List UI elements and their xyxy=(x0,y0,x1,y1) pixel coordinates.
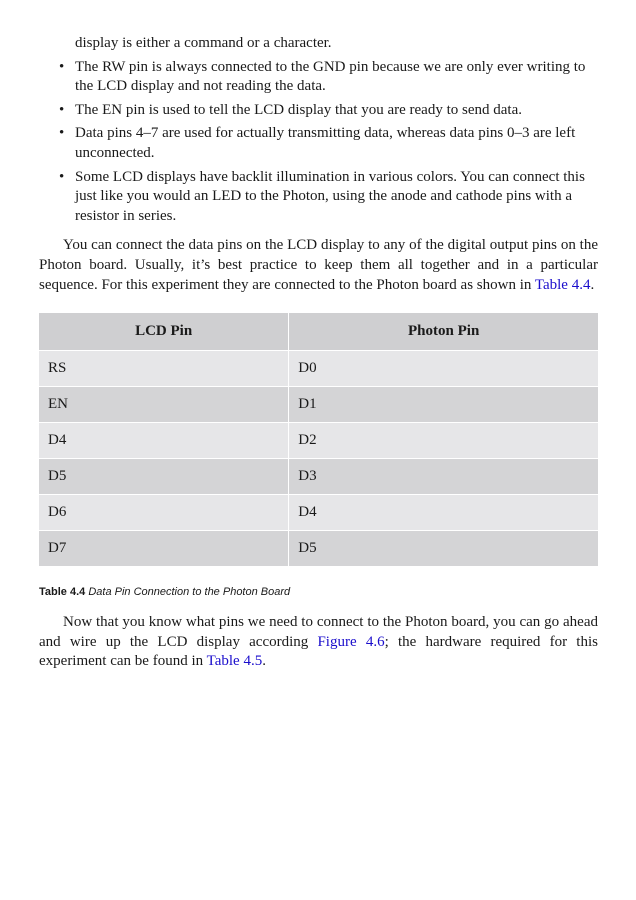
bullet-item xyxy=(39,124,598,163)
caption-label: Table 4.4 xyxy=(39,586,86,599)
table-row xyxy=(39,423,598,459)
intro-continuation: display is either a command or a character. xyxy=(75,35,332,51)
photon-pin-cell: D2 xyxy=(289,423,598,459)
bullet-item xyxy=(39,168,598,227)
paragraph-text: You can connect the data pins on the LCD display to any of the digital output pins on the Photon board. Usually, it’s best practice to keep them all together and in a particular sequence. For this experiment they are connected to the Photon board as shown in xyxy=(39,237,598,293)
column-header-photon-pin: Photon Pin xyxy=(289,313,598,351)
bullet-text: Some LCD displays have backlit illumination in various colors. You can connect this just like you would an LED to the Photon, using the anode and cathode pins with a resistor in series. xyxy=(75,168,585,224)
paragraph-text: Now that you know what pins we need to connect to the Photon board, you can go ahead and wire up the LCD display according xyxy=(39,614,598,650)
paragraph-text: ; the hardware required for this experiment can be found in xyxy=(39,633,598,670)
table-row xyxy=(39,531,598,567)
bullet-text: The RW pin is always connected to the GND pin because we are only ever writing to the LCD display and not reading the data. xyxy=(75,58,586,95)
table-4-5-link[interactable]: Table 4.5 xyxy=(206,653,263,670)
table-row xyxy=(39,495,598,531)
lcd-pin-cell: D7 xyxy=(39,531,289,567)
lcd-pin-cell: D4 xyxy=(39,423,289,459)
bullet-icon: • xyxy=(59,58,65,75)
table-caption xyxy=(39,585,598,599)
bullet-text: Data pins 4–7 are used for actually transmitting data, whereas data pins 0–3 are left unconnected. xyxy=(75,125,576,161)
table-row xyxy=(39,351,598,387)
bullet-icon: • xyxy=(59,168,65,185)
lcd-pin-cell: RS xyxy=(39,351,289,387)
bullet-list xyxy=(39,58,598,227)
table-header-row xyxy=(39,313,598,351)
lcd-pin-cell: EN xyxy=(39,387,289,423)
paragraph-end: . xyxy=(262,653,266,670)
table-4-4-link[interactable]: Table 4.4 xyxy=(534,276,591,293)
pin-connection-table xyxy=(39,313,598,567)
photon-pin-cell: D0 xyxy=(289,351,598,387)
lcd-pin-cell: D5 xyxy=(39,459,289,495)
bullet-item xyxy=(39,58,598,97)
paragraph-pin-connection xyxy=(39,236,598,295)
bullet-icon: • xyxy=(59,101,65,118)
photon-pin-cell: D1 xyxy=(289,387,598,423)
bullet-icon: • xyxy=(59,125,65,142)
paragraph-end: . xyxy=(590,276,595,293)
table-row xyxy=(39,387,598,423)
photon-pin-cell: D5 xyxy=(289,531,598,567)
caption-text: Data Pin Connection to the Photon Board xyxy=(88,586,291,599)
column-header-lcd-pin: LCD Pin xyxy=(39,313,289,351)
photon-pin-cell: D3 xyxy=(289,459,598,495)
bullet-text: The EN pin is used to tell the LCD display that you are ready to send data. xyxy=(75,101,522,118)
photon-pin-cell: D4 xyxy=(289,495,598,531)
document-page xyxy=(39,34,598,672)
bullet-item xyxy=(39,101,598,121)
figure-4-6-link[interactable]: Figure 4.6 xyxy=(317,633,385,650)
table-row xyxy=(39,459,598,495)
paragraph-wiring xyxy=(39,613,598,672)
lcd-pin-cell: D6 xyxy=(39,495,289,531)
